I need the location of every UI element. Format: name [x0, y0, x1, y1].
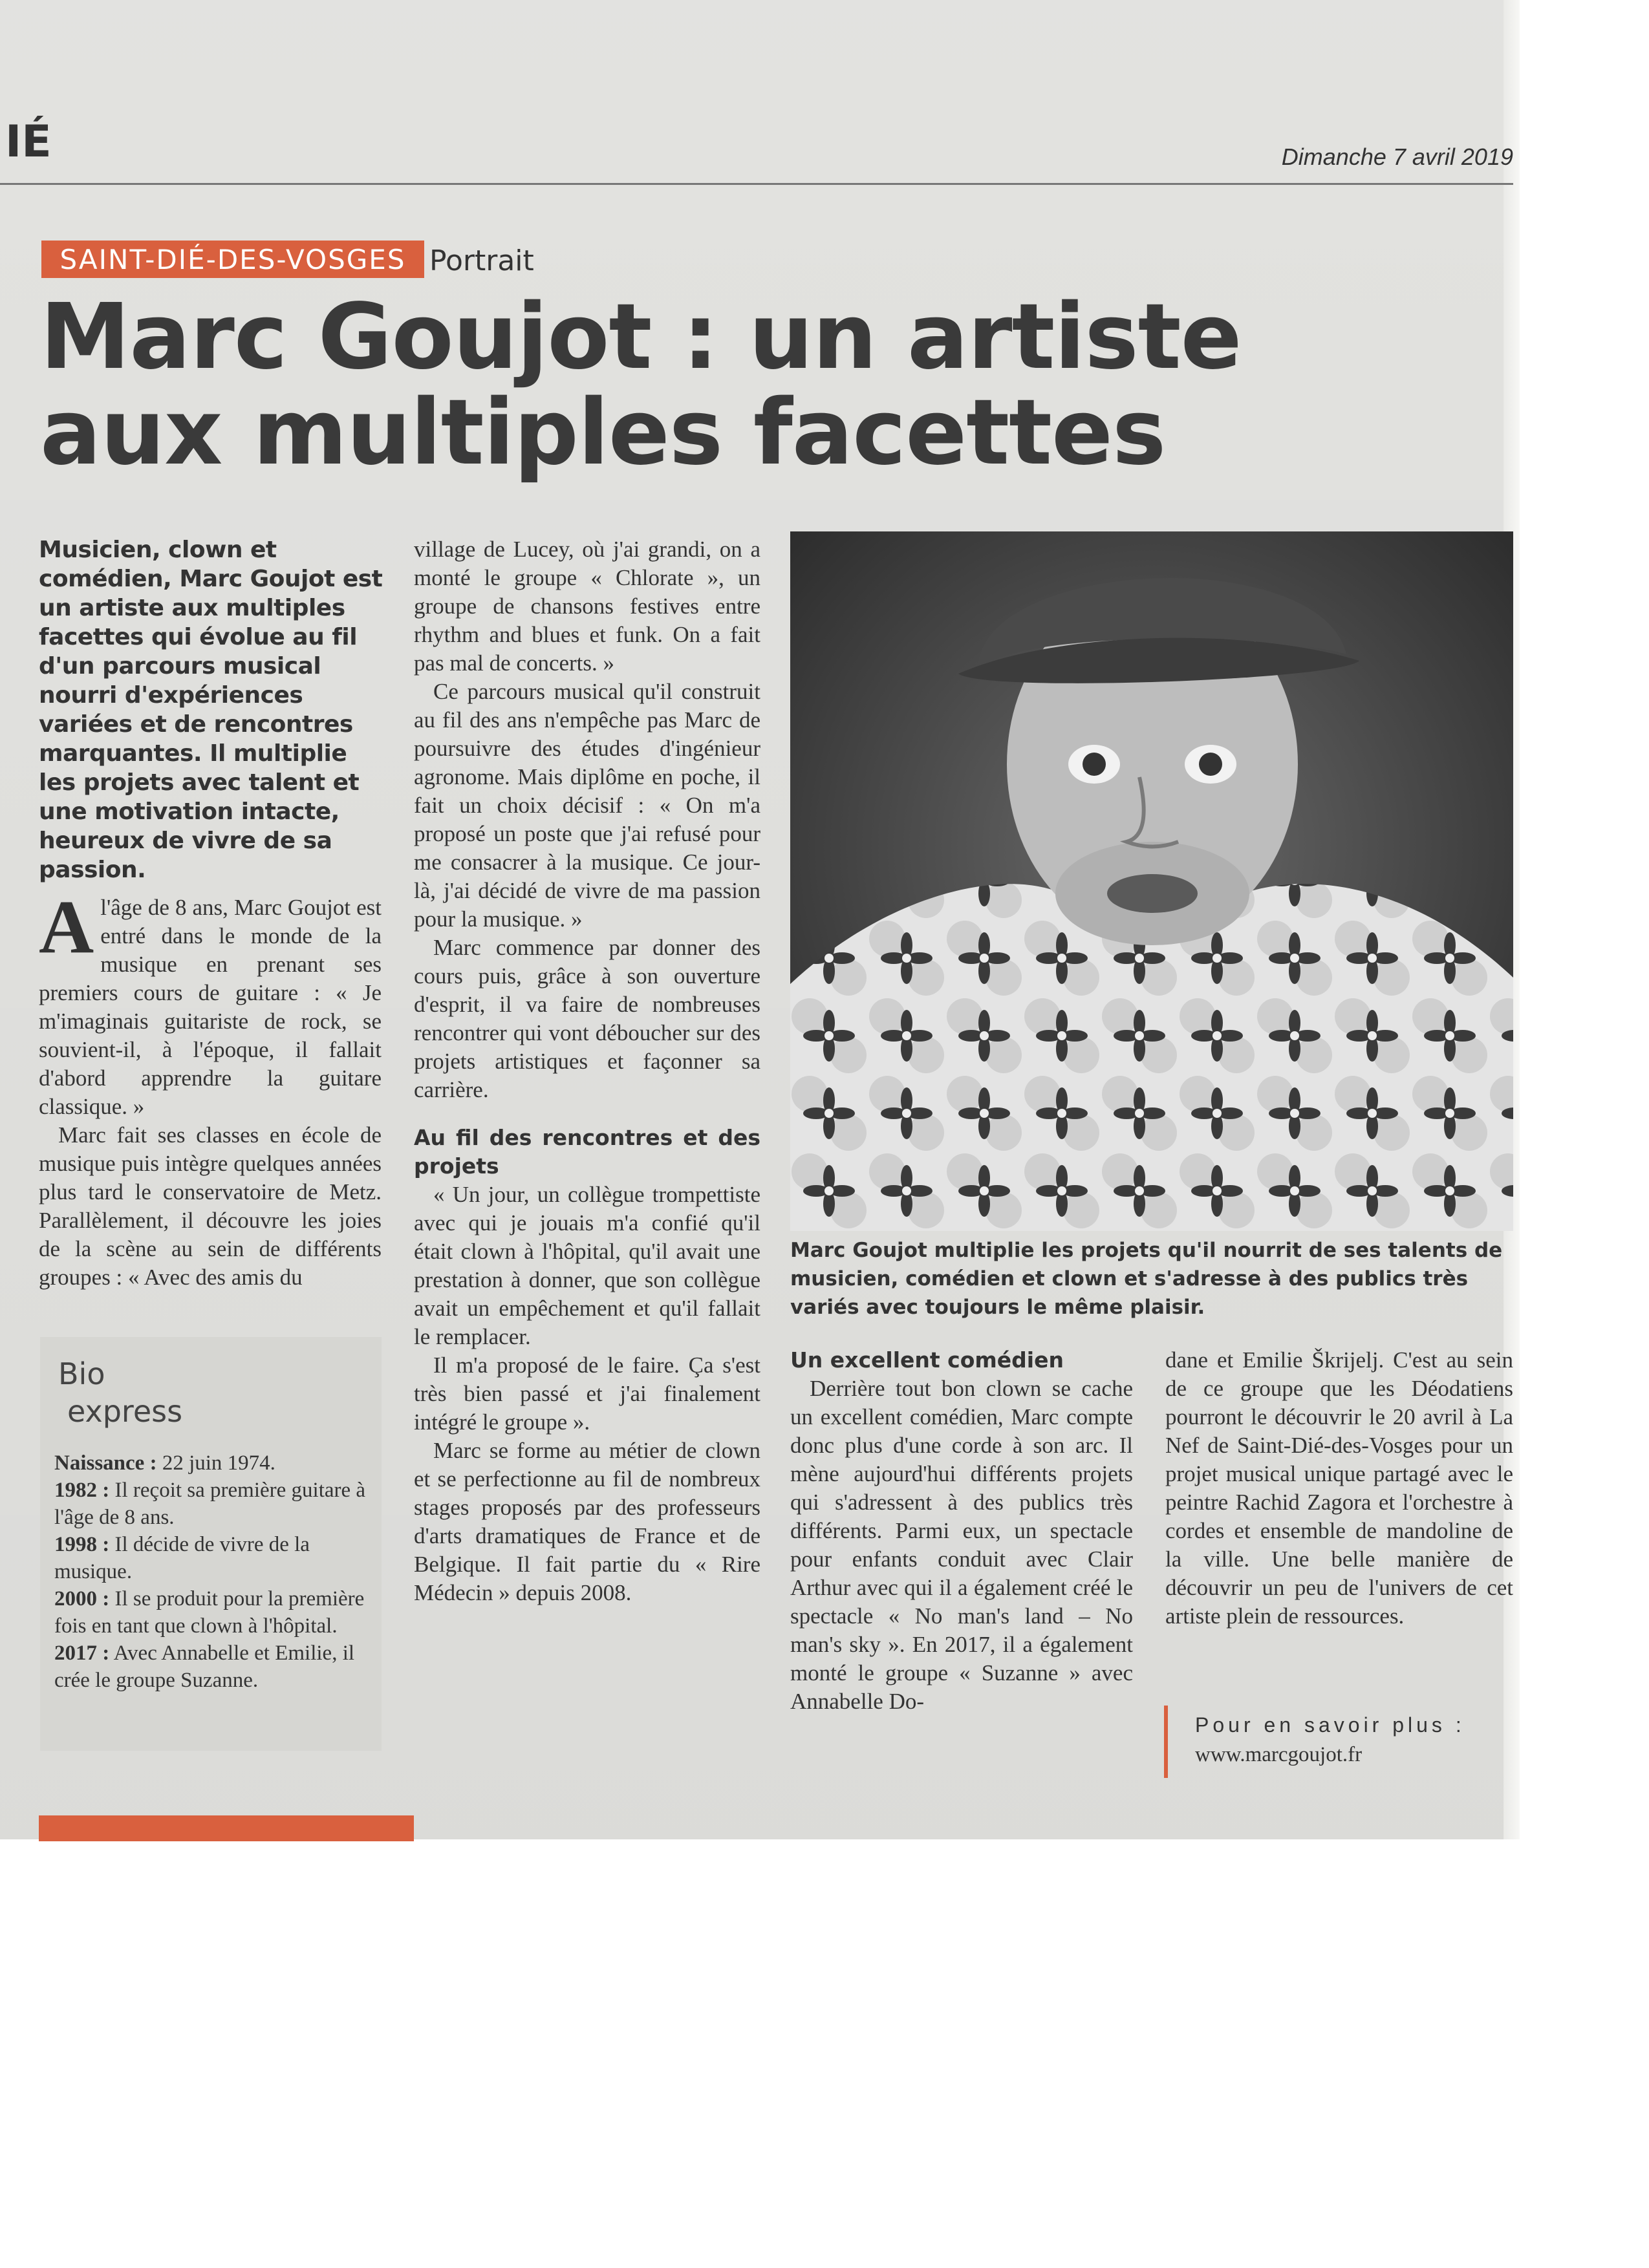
website-link[interactable]: www.marcgoujot.fr: [1195, 1743, 1363, 1766]
bio-item: 1982 : Il reçoit sa première guitare à l'âge de 8 ans.: [54, 1479, 366, 1529]
bio-item: 2000 : Il se produit pour la première fois en tant que clown à l'hôpital.: [54, 1587, 365, 1638]
column-4-paragraph-1: dane et Emilie Škrijelj. C'est au sein de ce groupe que les Déodatiens pourront le découvrir le 20 avril à La Nef de Saint-Dié-des-Vosges pour un projet musical unique partagé avec le peintre Rachid Zagora et l'orchestre à cordes et ensemble de mandoline de la ville. Une belle manière de découvrir un peu de l'univers de cet artiste plein de ressources.: [1165, 1347, 1513, 1629]
column-2-paragraph-5: Il m'a proposé de le faire. Ça s'est très bien passé et j'ai finalement intégré le groupe ».: [414, 1353, 760, 1435]
article-column-4: [1165, 1346, 1513, 1631]
column-3-paragraph-1: Derrière tout bon clown se cache un excellent comédien, Marc compte donc plus d'une corde à son arc. Il mène aujourd'hui différents projets qui s'adressent à des publics très différents. Parmi eux, un spectacle pour enfants conduit avec Clair Arthur avec qui il a également créé le spectacle « No man's land – No man's sky ». En 2017, il a également monté le groupe « Suzanne » avec Annabelle Do-: [790, 1376, 1133, 1714]
article-column-2: [414, 535, 760, 1607]
article-column-3: [790, 1346, 1133, 1716]
column-2-paragraph-2: Ce parcours musical qu'il construit au fil des ans n'empêche pas Marc de poursuivre des études d'ingénieur agronome. Mais diplôme en poche, il fait un choix décisif : « On m'a proposé un poste que j'ai refusé pour me consacrer à la musique. Ce jour-là, j'ai décidé de vivre de ma passion pour la musique. »: [414, 679, 760, 932]
column-2-paragraph-4: « Un jour, un collègue trompettiste avec qui je jouais m'a confié qu'il était clown à l'hôpital, qu'il avait une prestation à donner, que son collègue avait un empêchement et qu'il fallait le remplacer.: [414, 1182, 760, 1349]
headline-line-1: Marc Goujot : un artiste: [40, 284, 1242, 390]
headline-line-2: aux multiples facettes: [40, 380, 1166, 486]
column-2-paragraph-3: Marc commence par donner des cours puis, grâce à son ouverture d'esprit, il va faire de nombreuses rencontrer qui vont déboucher sur des projets artistiques et façonner sa carrière.: [414, 935, 760, 1102]
lede-paragraph: Musicien, clown et comédien, Marc Goujot est un artiste aux multiples facettes qui évolue au fil d'un parcours musical nourri d'expériences variées et de rencontres marquantes. Il multiplie les projets avec talent et une motivation intacte, heureux de vivre de sa passion.: [39, 537, 383, 883]
subhead-comedien: Un excellent comédien: [790, 1347, 1064, 1373]
column-2-paragraph-6: Marc se forme au métier de clown et se perfectionne au fil de nombreux stages proposés par des professeurs d'arts dramatiques de France et de Belgique. Il fait partie du « Rire Médecin » depuis 2008.: [414, 1438, 760, 1605]
drop-cap: A: [39, 884, 94, 969]
header-rule: [0, 183, 1513, 185]
bio-item: 2017 : Avec Annabelle et Emilie, il crée le groupe Suzanne.: [54, 1642, 355, 1692]
more-info-label: Pour en savoir plus :: [1195, 1713, 1465, 1737]
portrait-photo: [790, 531, 1513, 1231]
column-1-paragraph-1: Al'âge de 8 ans, Marc Goujot est entré dans le monde de la musique en prenant ses premiers cours de guitare : « Je m'imaginais guitariste de rock, se souvient-il, à l'époque, il fallait d'abord apprendre la guitare classique. »: [39, 884, 382, 1119]
next-article-band: [39, 1815, 414, 1841]
bio-express-box: [40, 1337, 382, 1751]
bio-item: Naissance : 22 juin 1974.: [54, 1451, 275, 1475]
issue-date: Dimanche 7 avril 2019: [1281, 144, 1513, 170]
location-tag: SAINT-DIÉ-DES-VOSGES: [41, 241, 424, 278]
subhead-rencontres: Au fil des rencontres et des projets: [414, 1125, 760, 1179]
article-column-1: [39, 884, 382, 1292]
column-1-paragraph-2: Marc fait ses classes en école de musique puis intègre quelques années plus tard le conservatoire de Metz. Parallèlement, il découvre les joies de la scène au sein de différents groupes : « Avec des amis du: [39, 1122, 382, 1290]
column-2-paragraph-1: village de Lucey, où j'ai grandi, on a monté le groupe « Chlorate », un groupe de chansons festives entre rhythm and blues et funk. On a fait pas mal de concerts. »: [414, 537, 760, 676]
bio-item: 1998 : Il décide de vivre de la musique.: [54, 1533, 310, 1583]
bio-title: Bio express: [58, 1356, 183, 1429]
headline: [40, 284, 1463, 486]
rubric-label: Portrait: [429, 244, 534, 277]
more-info-box: [1164, 1706, 1517, 1778]
section-mark: IÉ: [5, 116, 52, 167]
bio-list: [54, 1450, 371, 1694]
photo-caption: Marc Goujot multiplie les projets qu'il nourrit de ses talents de musicien, comédien et clown et s'adresse à des publics très variés avec toujours le même plaisir.: [790, 1239, 1503, 1319]
